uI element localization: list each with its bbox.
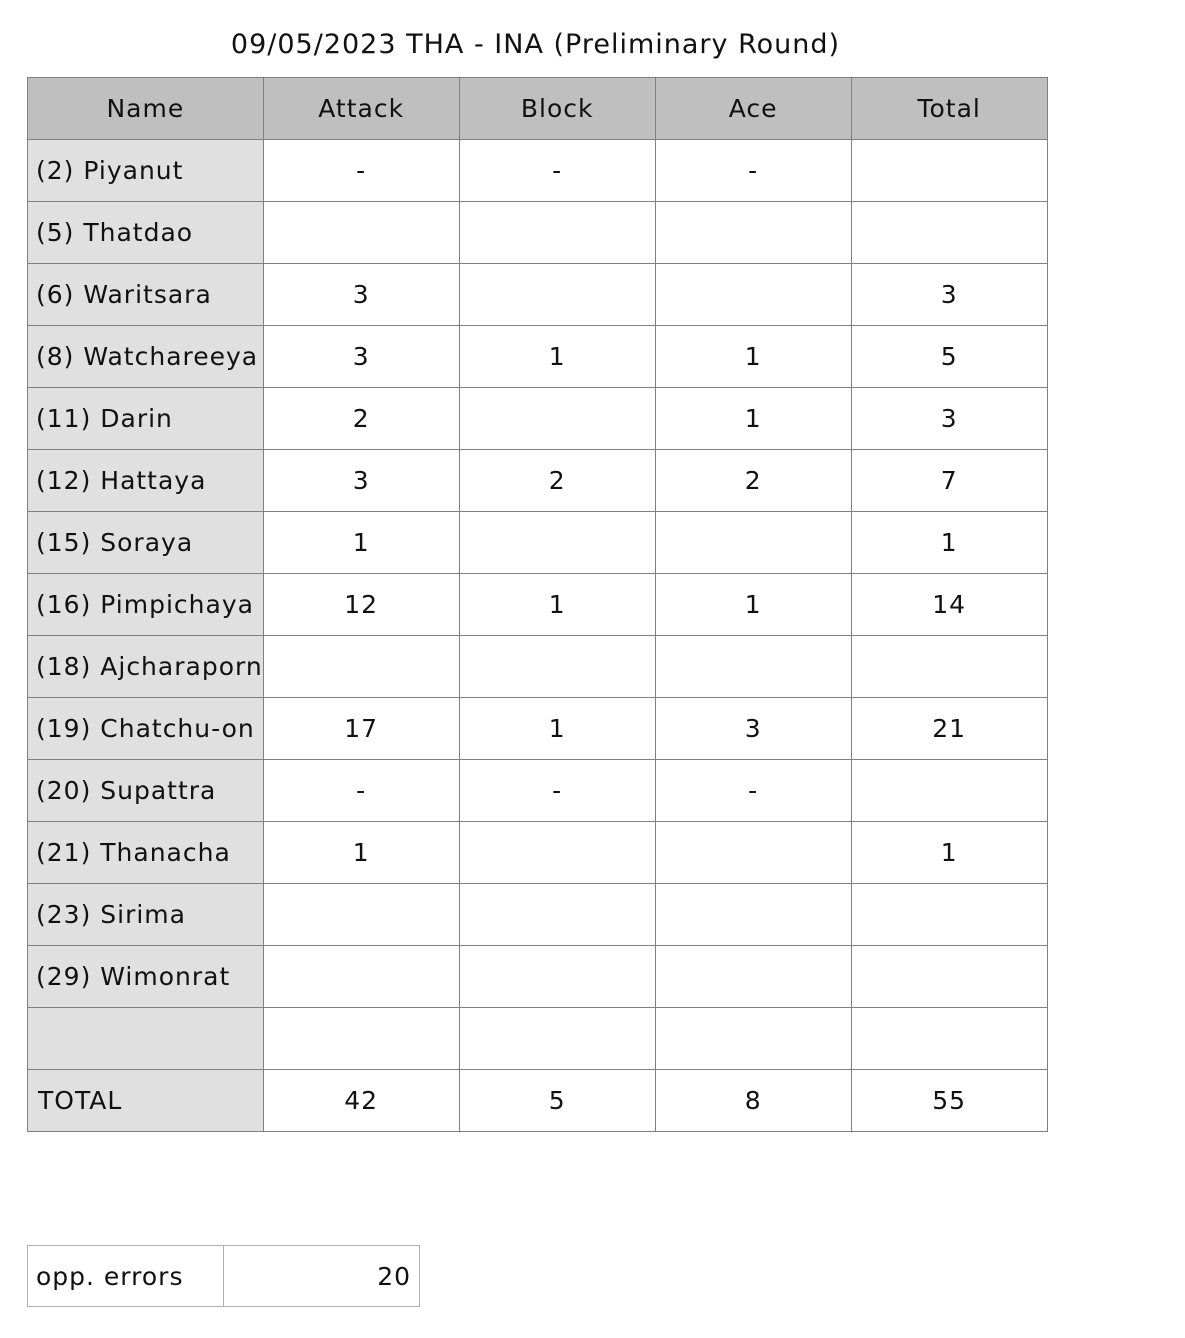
attack-cell: 3 xyxy=(263,264,459,326)
total-cell xyxy=(851,202,1047,264)
attack-cell xyxy=(263,946,459,1008)
stats-table xyxy=(27,77,1048,1132)
table-row xyxy=(28,202,1048,264)
total-cell: 1 xyxy=(851,822,1047,884)
total-cell xyxy=(851,760,1047,822)
table-row xyxy=(28,574,1048,636)
block-cell xyxy=(459,202,655,264)
total-row xyxy=(28,1070,1048,1132)
ace-cell: 1 xyxy=(655,574,851,636)
player-name-cell: (18) Ajcharaporn xyxy=(28,636,264,698)
total-cell: 3 xyxy=(851,388,1047,450)
table-row xyxy=(28,884,1048,946)
table-row xyxy=(28,512,1048,574)
player-name-cell: (2) Piyanut xyxy=(28,140,264,202)
block-cell xyxy=(459,636,655,698)
table-row xyxy=(28,388,1048,450)
attack-cell xyxy=(263,1008,459,1070)
total-ace: 8 xyxy=(655,1070,851,1132)
ace-cell xyxy=(655,264,851,326)
ace-cell xyxy=(655,512,851,574)
ace-cell xyxy=(655,636,851,698)
attack-cell: - xyxy=(263,140,459,202)
attack-cell xyxy=(263,636,459,698)
opp-errors-label: opp. errors xyxy=(28,1246,224,1307)
page-title: 09/05/2023 THA - INA (Preliminary Round) xyxy=(230,29,841,60)
block-cell xyxy=(459,884,655,946)
total-block: 5 xyxy=(459,1070,655,1132)
ace-cell xyxy=(655,946,851,1008)
ace-cell: 1 xyxy=(655,326,851,388)
player-name-cell: (5) Thatdao xyxy=(28,202,264,264)
block-cell xyxy=(459,822,655,884)
total-cell: 7 xyxy=(851,450,1047,512)
ace-cell: - xyxy=(655,760,851,822)
table-row xyxy=(28,1008,1048,1070)
attack-cell xyxy=(263,884,459,946)
column-header-ace: Ace xyxy=(655,78,851,140)
table-row xyxy=(28,326,1048,388)
column-header-attack: Attack xyxy=(263,78,459,140)
player-name-cell: (15) Soraya xyxy=(28,512,264,574)
attack-cell: 2 xyxy=(263,388,459,450)
total-attack: 42 xyxy=(263,1070,459,1132)
ace-cell xyxy=(655,884,851,946)
total-cell: 21 xyxy=(851,698,1047,760)
player-name-cell: (21) Thanacha xyxy=(28,822,264,884)
table-row xyxy=(28,760,1048,822)
player-name-cell: (16) Pimpichaya xyxy=(28,574,264,636)
table-row xyxy=(28,140,1048,202)
player-name-cell: (6) Waritsara xyxy=(28,264,264,326)
total-cell xyxy=(851,946,1047,1008)
ace-cell: 2 xyxy=(655,450,851,512)
player-name-cell: (12) Hattaya xyxy=(28,450,264,512)
total-total: 55 xyxy=(851,1070,1047,1132)
block-cell: 1 xyxy=(459,574,655,636)
column-header-block: Block xyxy=(459,78,655,140)
total-cell: 14 xyxy=(851,574,1047,636)
table-row xyxy=(28,264,1048,326)
block-cell: - xyxy=(459,760,655,822)
attack-cell: - xyxy=(263,760,459,822)
block-cell: - xyxy=(459,140,655,202)
ace-cell xyxy=(655,202,851,264)
header-row xyxy=(28,78,1048,140)
column-header-total: Total xyxy=(851,78,1047,140)
total-cell: 1 xyxy=(851,512,1047,574)
player-name-cell: (20) Supattra xyxy=(28,760,264,822)
attack-cell: 17 xyxy=(263,698,459,760)
table-row xyxy=(28,946,1048,1008)
block-cell: 2 xyxy=(459,450,655,512)
total-cell: 5 xyxy=(851,326,1047,388)
attack-cell xyxy=(263,202,459,264)
block-cell xyxy=(459,388,655,450)
block-cell xyxy=(459,1008,655,1070)
player-name-cell xyxy=(28,1008,264,1070)
block-cell: 1 xyxy=(459,698,655,760)
block-cell xyxy=(459,512,655,574)
ace-cell: 1 xyxy=(655,388,851,450)
ace-cell: - xyxy=(655,140,851,202)
total-cell xyxy=(851,1008,1047,1070)
player-name-cell: (29) Wimonrat xyxy=(28,946,264,1008)
opp-errors-table xyxy=(27,1245,420,1307)
player-name-cell: (19) Chatchu-on xyxy=(28,698,264,760)
total-cell: 3 xyxy=(851,264,1047,326)
total-cell xyxy=(851,140,1047,202)
opp-errors-value: 20 xyxy=(224,1246,420,1307)
ace-cell xyxy=(655,1008,851,1070)
table-row xyxy=(28,822,1048,884)
table-row xyxy=(28,698,1048,760)
player-name-cell: (23) Sirima xyxy=(28,884,264,946)
ace-cell: 3 xyxy=(655,698,851,760)
attack-cell: 1 xyxy=(263,822,459,884)
block-cell xyxy=(459,264,655,326)
attack-cell: 12 xyxy=(263,574,459,636)
column-header-name: Name xyxy=(28,78,264,140)
attack-cell: 3 xyxy=(263,326,459,388)
total-label: TOTAL xyxy=(28,1070,264,1132)
total-cell xyxy=(851,636,1047,698)
total-cell xyxy=(851,884,1047,946)
table-row xyxy=(28,636,1048,698)
block-cell xyxy=(459,946,655,1008)
attack-cell: 3 xyxy=(263,450,459,512)
player-name-cell: (8) Watchareeya xyxy=(28,326,264,388)
player-name-cell: (11) Darin xyxy=(28,388,264,450)
ace-cell xyxy=(655,822,851,884)
block-cell: 1 xyxy=(459,326,655,388)
attack-cell: 1 xyxy=(263,512,459,574)
opp-errors-row xyxy=(28,1246,420,1307)
table-row xyxy=(28,450,1048,512)
